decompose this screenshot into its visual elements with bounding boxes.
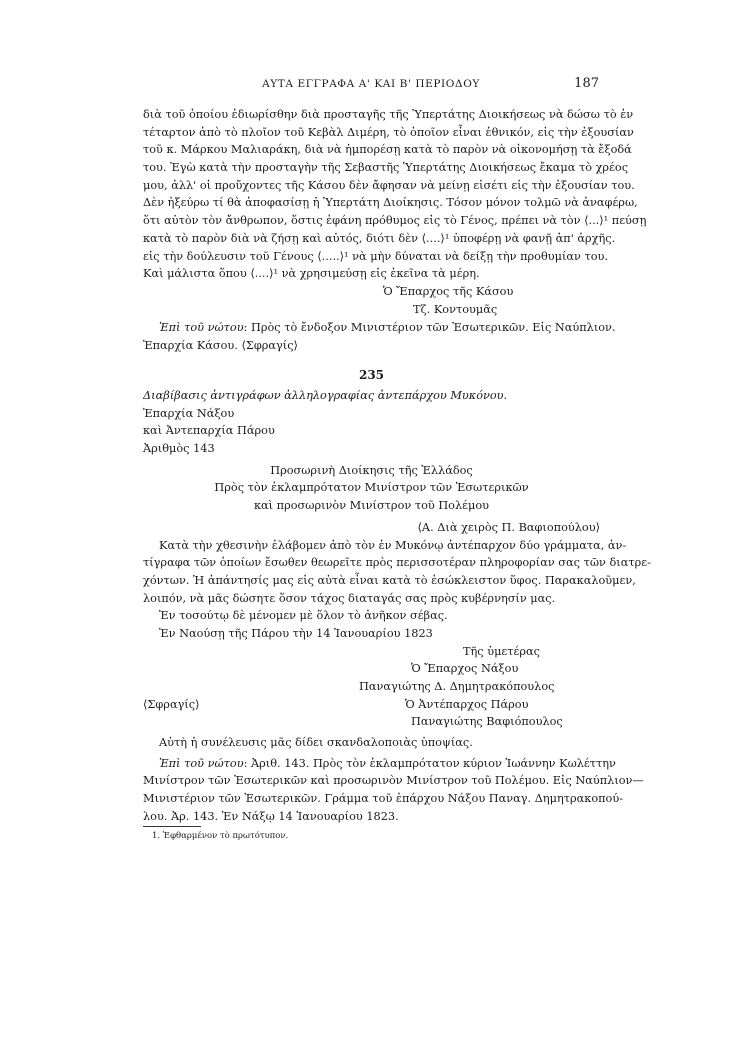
doc234-line: τοῦ κ. Μάρκου Μαλιαράκη, διὰ νὰ ἠμπορέσῃ κατὰ τὸ παρὸν νὰ οἰκονομήσῃ τὰ ἔξοδά xyxy=(143,143,632,157)
doc235-sender-line: Ἀριθμὸς 143 xyxy=(143,442,215,456)
footnote: 1. Ἐφθαρμένον τὸ πρωτότυπον. xyxy=(152,831,289,841)
doc235-body-line: τίγραφα τῶν ὁποίων ἔσωθεν θεωρεῖτε πρὸς περισσοτέραν πληροφορίαν σας τῶν διατρε- xyxy=(143,556,651,570)
doc235-verso-line: Μινιστέριον τῶν Ἐσωτερικῶν. Γράμμα τοῦ ἐπάρχου Νάξου Παναγ. Δημητρακοπού- xyxy=(143,792,624,806)
doc235-body-line: χόντων. Ἡ ἀπάντησίς μας εἰς αὐτὰ εἶναι κατὰ τὸ ἐσώκλειστον ὕφος. Παρακαλοῦμεν, xyxy=(143,573,636,587)
doc235-sender-line: καὶ Ἀντεπαρχία Πάρου xyxy=(143,424,275,438)
doc235-closing: Τῆς ὑμετέρας xyxy=(463,644,540,658)
doc235-hand-note: ⟨Α. Διὰ χειρὸς Π. Βαφιοπούλου⟩ xyxy=(417,520,600,534)
doc234-line: εἰς τὴν δούλευσιν τοῦ Γένους ⟨.....⟩¹ νὰ μὴν δύναται νὰ δείξῃ τὴν προθυμίαν του. xyxy=(143,249,609,263)
doc235-verso-label: Ἐπὶ τοῦ νώτου xyxy=(159,756,244,770)
doc234-verso-line xyxy=(143,319,616,337)
doc234-line: ὅτι αὐτὸν τὸν ἄνθρωπον, ὅστις ἐφάνη πρόθυμος εἰς τὸ Γένος, πρέπει νὰ τὸν ⟨...⟩¹ πεύσῃ xyxy=(143,214,647,228)
doc234-signature-name: Τζ. Κοντουμᾶς xyxy=(413,302,498,316)
doc234-line: κατὰ τὸ παρὸν διὰ νὰ ζήσῃ καὶ αὐτός, διότι δὲν ⟨....⟩¹ ὑποφέρῃ νὰ φανῇ ἀπ' ἀρχῆς. xyxy=(143,231,616,245)
doc234-verso-text: : Πρὸς τὸ ἔνδοξον Μινιστέριον τῶν Ἐσωτερικῶν. Εἰς Ναύπλιον. xyxy=(243,321,616,334)
doc235-remark: Αὐτὴ ἡ συνέλευσις μᾶς δίδει σκανδαλοποιὰς ὑποψίας. xyxy=(159,736,473,750)
doc234-verso-line: Ἐπαρχία Κάσου. ⟨Σφραγίς⟩ xyxy=(143,338,298,352)
doc235-body-line: Ἐν τοσούτῳ δὲ μένομεν μὲ ὅλον τὸ ἀνῆκον σέβας. xyxy=(159,609,448,623)
doc235-verso-text: : Ἀριθ. 143. Πρὸς τὸν ἐκλαμπρότατον κύριον Ἰωάννην Κωλέττην xyxy=(243,756,616,770)
doc234-verso-label: Ἐπὶ τοῦ νώτου xyxy=(159,321,244,334)
doc234-line: μου, ἀλλ' οἱ προὔχοντες τῆς Κάσου δὲν ἄφησαν νὰ μείνῃ εἰσέτι εἰς τὴν ἐξουσίαν του. xyxy=(143,178,635,192)
doc235-body-line: Κατὰ τὴν χθεσινὴν ἐλάβομεν ἀπὸ τὸν ἐν Μυκόνῳ ἀντέπαρχον δύο γράμματα, ἀν- xyxy=(159,538,627,552)
doc235-signer2-name: Παναγιώτης Βαφιόπουλος xyxy=(411,715,563,729)
doc234-line: του. Ἐγὼ κατὰ τὴν προσταγὴν τῆς Σεβαστῆς Ὑπερτάτης Διοικήσεως ἔκαμα τὸ χρέος xyxy=(143,161,629,175)
running-title: ΑΥΤΑ ΕΓΓΡΑΦΑ Α' ΚΑΙ Β' ΠΕΡΙΟΔΟΥ xyxy=(262,78,480,90)
doc235-verso-line xyxy=(143,755,616,773)
footnote-rule xyxy=(143,826,201,827)
doc235-recipient-line: Πρὸς τὸν ἐκλαμπρότατον Μινίστρον τῶν Ἐσωτερικῶν xyxy=(214,481,529,495)
doc234-line: τέταρτον ἀπὸ τὸ πλοῖον τοῦ Κεβὰλ Διμέρη, τὸ ὁποῖον εἶναι ἐθνικόν, εἰς τὴν ἐξουσίαν xyxy=(143,125,634,139)
doc235-recipient-line: Προσωρινὴ Διοίκησις τῆς Ἑλλάδος xyxy=(270,463,473,477)
page-number: 187 xyxy=(574,76,599,91)
doc235-title: Διαβίβασις ἀντιγράφων ἀλληλογραφίας ἀντεπάρχου Μυκόνου. xyxy=(143,389,508,402)
doc235-seal-row xyxy=(143,696,600,714)
running-header xyxy=(143,76,599,92)
doc235-signer1-name: Παναγιώτης Δ. Δημητρακόπουλος xyxy=(359,680,555,693)
doc235-body xyxy=(143,387,651,826)
doc235-date-line: Ἐν Ναούσῃ τῆς Πάρου τὴν 14 Ἰανουαρίου 1823 xyxy=(159,626,433,640)
document-number: 235 xyxy=(358,368,385,382)
doc235-body-line: λοιπόν, νὰ μᾶς δώσητε ὅσον τάχος διαταγάς σας πρὸς κυβέρνησίν μας. xyxy=(143,591,556,605)
doc235-recipient-line: καὶ προσωρινὸν Μινίστρον τοῦ Πολέμου xyxy=(253,499,490,513)
doc234-verso xyxy=(143,319,616,354)
doc234-body xyxy=(143,106,647,318)
doc234-line: Δὲν ἠξεύρω τί θὰ ἀποφασίσῃ ἡ Ὑπερτάτη Διοίκησις. Τόσον μόνον τολμῶ νὰ ἀναφέρω, xyxy=(143,196,638,210)
doc234-line: Καὶ μάλιστα ὅπου ⟨....⟩¹ νὰ χρησιμεύσῃ εἰς ἐκεῖνα τὰ μέρη. xyxy=(143,267,480,281)
doc234-signature-role: Ὁ Ἔπαρχος τῆς Κάσου xyxy=(383,284,514,298)
doc235-signer1-role: Ὁ Ἔπαρχος Νάξου xyxy=(411,662,519,676)
doc235-verso-line: λου. Ἀρ. 143. Ἐν Νάξῳ 14 Ἰανουαρίου 1823. xyxy=(143,809,399,823)
doc235-signer2-role: Ὁ Ἀντέπαρχος Πάρου xyxy=(405,697,529,711)
doc235-seal: ⟨Σφραγίς⟩ xyxy=(143,697,200,711)
doc235-sender-line: Ἐπαρχία Νάξου xyxy=(143,406,235,420)
doc235-verso-line: Μινίστρον τῶν Ἐσωτερικῶν καὶ προσωρινὸν Μινίστρον τοῦ Πολέμου. Εἰς Ναύπλιον— xyxy=(143,774,644,788)
doc234-line: διὰ τοῦ ὁποίου ἐδιωρίσθην διὰ προσταγῆς τῆς Ὑπερτάτης Διοικήσεως νὰ δώσω τὸ ἐν xyxy=(143,108,634,121)
